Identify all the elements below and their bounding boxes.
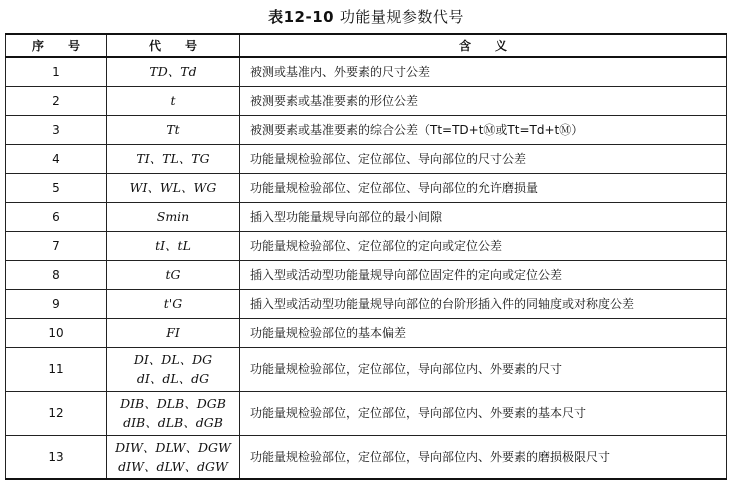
- code-symbol: t: [170, 93, 176, 108]
- code-symbol: Smin: [156, 209, 190, 224]
- code-symbol: Tt: [166, 122, 180, 137]
- row-code: [107, 202, 240, 231]
- table-row: [6, 202, 727, 231]
- code-symbol: FI: [166, 325, 180, 340]
- code-symbol: t'G: [163, 296, 183, 311]
- row-meaning: 插入型或活动型功能量规导向部位固定件的定向或定位公差: [240, 260, 727, 289]
- parameter-code-table: [5, 33, 727, 480]
- code-symbol: dIW、dLW、dGW: [118, 458, 228, 474]
- row-code: [107, 115, 240, 144]
- code-symbol: dI、dL、dG: [136, 371, 210, 386]
- row-meaning: 功能量规检验部位，定位部位，导向部位内、外要素的基本尺寸: [240, 391, 727, 435]
- code-symbol: WI、WL、WG: [129, 180, 217, 195]
- code-symbol: DIW、DLW、DGW: [115, 439, 231, 455]
- row-code: [107, 391, 240, 435]
- header-code: 代 号: [107, 34, 240, 57]
- header-meaning: 含 义: [240, 34, 727, 57]
- table-header-row: [6, 34, 727, 57]
- table-number: 表12-10: [268, 8, 335, 26]
- row-number: 7: [6, 231, 107, 260]
- row-code: [107, 435, 240, 479]
- row-meaning: 被测要素或基准要素的综合公差（Tt=TD+tⓂ或Tt=Td+tⓂ）: [240, 115, 727, 144]
- row-meaning: 功能量规检验部位、定位部位、导向部位的尺寸公差: [240, 144, 727, 173]
- row-number: 12: [6, 391, 107, 435]
- code-symbol: TI、TL、TG: [136, 151, 210, 166]
- table-row: [6, 347, 727, 391]
- row-code: [107, 231, 240, 260]
- code-symbol: dIB、dLB、dGB: [123, 415, 223, 430]
- table-body: [6, 57, 727, 479]
- row-number: 11: [6, 347, 107, 391]
- table-row: [6, 86, 727, 115]
- table-row: [6, 231, 727, 260]
- table-row: [6, 289, 727, 318]
- row-code: [107, 144, 240, 173]
- table-row: [6, 260, 727, 289]
- table-row: [6, 144, 727, 173]
- code-symbol: tG: [165, 267, 181, 282]
- row-code: [107, 173, 240, 202]
- row-number: 5: [6, 173, 107, 202]
- row-meaning: 功能量规检验部位，定位部位，导向部位内、外要素的磨损极限尺寸: [240, 435, 727, 479]
- row-number: 13: [6, 435, 107, 479]
- table-row: [6, 57, 727, 86]
- header-seq: 序 号: [6, 34, 107, 57]
- row-number: 3: [6, 115, 107, 144]
- row-code: [107, 318, 240, 347]
- table-row: [6, 318, 727, 347]
- row-code: [107, 347, 240, 391]
- row-meaning: 插入型或活动型功能量规导向部位的台阶形插入件的同轴度或对称度公差: [240, 289, 727, 318]
- row-meaning: 功能量规检验部位、定位部位、导向部位的允许磨损量: [240, 173, 727, 202]
- table-row: [6, 115, 727, 144]
- row-meaning: 插入型功能量规导向部位的最小间隙: [240, 202, 727, 231]
- table-title: [0, 6, 732, 27]
- row-number: 2: [6, 86, 107, 115]
- row-meaning: 功能量规检验部位，定位部位，导向部位内、外要素的尺寸: [240, 347, 727, 391]
- row-meaning: 被测或基准内、外要素的尺寸公差: [240, 57, 727, 86]
- row-number: 1: [6, 57, 107, 86]
- row-number: 4: [6, 144, 107, 173]
- row-meaning: 功能量规检验部位的基本偏差: [240, 318, 727, 347]
- row-meaning: 被测要素或基准要素的形位公差: [240, 86, 727, 115]
- code-symbol: tI、tL: [155, 238, 191, 253]
- row-number: 6: [6, 202, 107, 231]
- table-row: [6, 173, 727, 202]
- row-number: 10: [6, 318, 107, 347]
- code-symbol: DI、DL、DG: [133, 352, 213, 367]
- row-code: [107, 57, 240, 86]
- code-symbol: TD、Td: [149, 64, 197, 80]
- row-number: 9: [6, 289, 107, 318]
- row-number: 8: [6, 260, 107, 289]
- table-caption: 功能量规参数代号: [339, 8, 464, 26]
- table-row: [6, 435, 727, 479]
- code-symbol: DIB、DLB、DGB: [120, 396, 226, 411]
- table-row: [6, 391, 727, 435]
- row-code: [107, 86, 240, 115]
- row-meaning: 功能量规检验部位、定位部位的定向或定位公差: [240, 231, 727, 260]
- row-code: [107, 260, 240, 289]
- row-code: [107, 289, 240, 318]
